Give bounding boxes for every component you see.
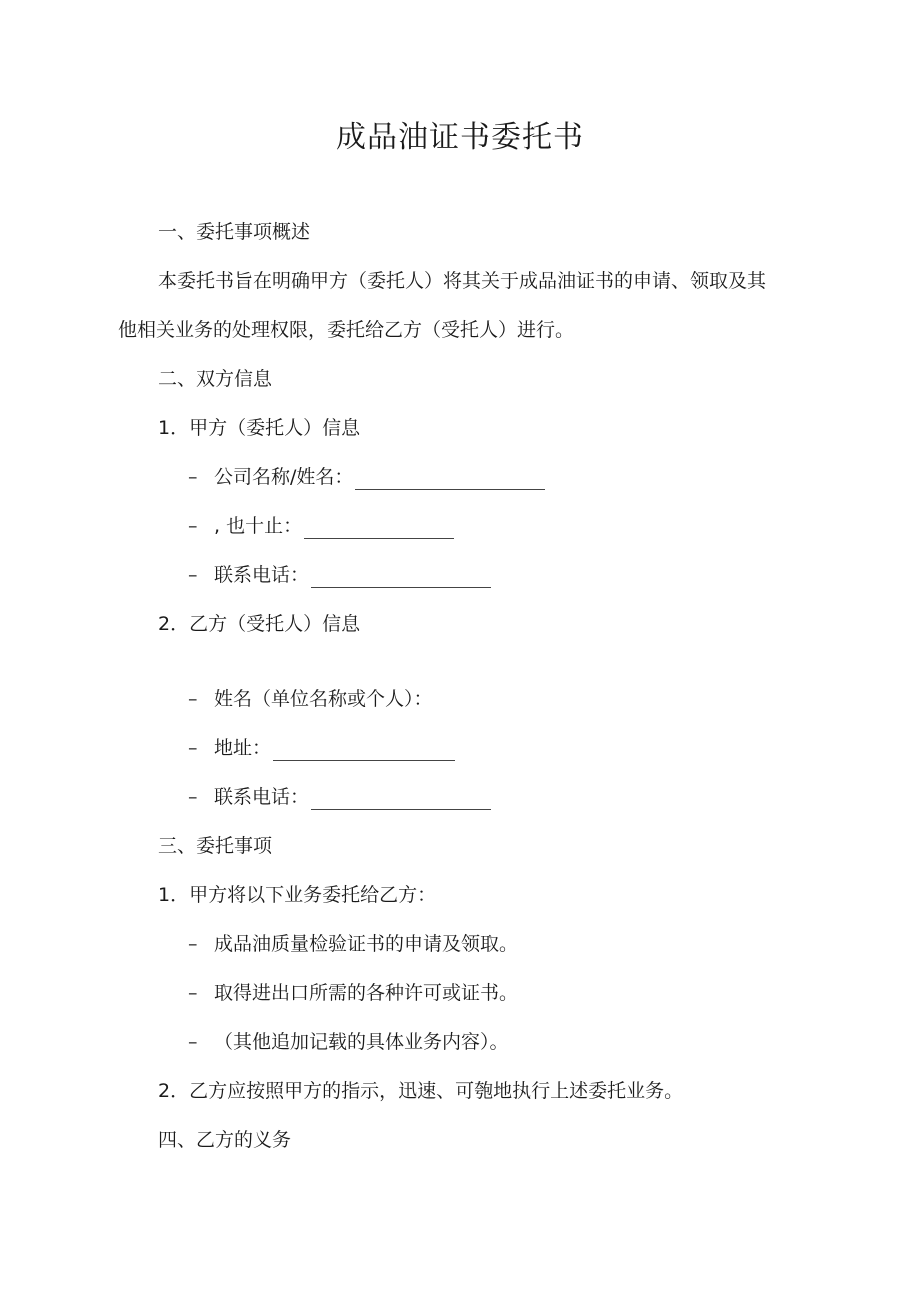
dash-bullet: –: [188, 982, 198, 1004]
party-a-name-label: 公司名称/姓名：: [214, 466, 354, 488]
section-3-heading: 三、委托事项: [158, 835, 273, 857]
party-a-address-blank: [304, 522, 454, 539]
party-a-phone-label: 联系电话：: [214, 564, 310, 586]
dash-bullet: –: [188, 515, 198, 537]
party-b-address-blank: [273, 744, 455, 761]
party-b-name-label: 姓名（单位名称或个人）：: [214, 688, 433, 710]
document-title: 成品油证书委托书: [336, 120, 584, 155]
dash-bullet: –: [188, 737, 198, 759]
delegated-task-2-text: 取得进出口所需的各种许可或证书。: [214, 982, 519, 1004]
section-1-paragraph-line-1: 本委托书旨在明确甲方（委托人）将其关于成品油证书的申请、领取及其: [158, 270, 767, 292]
party-a-heading: 1．甲方（委托人）信息: [158, 417, 361, 439]
party-a-phone-line: [188, 562, 491, 588]
dash-bullet: –: [188, 1031, 198, 1053]
party-a-address-label: , 也十止：: [214, 515, 303, 537]
dash-bullet: –: [188, 564, 198, 586]
party-a-name-blank: [355, 473, 545, 490]
section-3-item-2-text: 2．乙方应按照甲方的指示，迅速、可匏地执行上述委托业务。: [158, 1080, 684, 1102]
party-b-address-line: [188, 735, 455, 761]
party-a-name-line: [188, 464, 545, 490]
party-b-name-line: [188, 686, 433, 712]
section-1-heading: 一、委托事项概述: [158, 221, 311, 243]
section-2-heading: 二、双方信息: [158, 368, 273, 390]
section-4-heading: 四、乙方的义务: [158, 1129, 292, 1151]
party-a-phone-blank: [311, 571, 491, 588]
dash-bullet: –: [188, 933, 198, 955]
section-1-paragraph-line-2: 他相关业务的处理权限，委托给乙方（受托人）进行。: [118, 319, 575, 341]
dash-bullet: –: [188, 466, 198, 488]
party-b-phone-label: 联系电话：: [214, 786, 310, 808]
delegated-task-3-text: （其他追加记载的具体业务内容）。: [214, 1031, 509, 1053]
party-b-phone-blank: [311, 793, 491, 810]
delegated-task-1: [188, 931, 518, 957]
party-b-phone-line: [188, 784, 491, 810]
party-a-address-line: [188, 513, 454, 539]
party-b-address-label: 地址：: [214, 737, 272, 759]
dash-bullet: –: [188, 688, 198, 710]
delegated-task-2: [188, 980, 518, 1006]
delegated-task-3: [188, 1029, 509, 1055]
party-b-heading: 2．乙方（受托人）信息: [158, 613, 361, 635]
dash-bullet: –: [188, 786, 198, 808]
section-3-item-1-heading: 1．甲方将以下业务委托给乙方：: [158, 884, 437, 906]
delegated-task-1-text: 成品油质量检验证书的申请及领取。: [214, 933, 519, 955]
